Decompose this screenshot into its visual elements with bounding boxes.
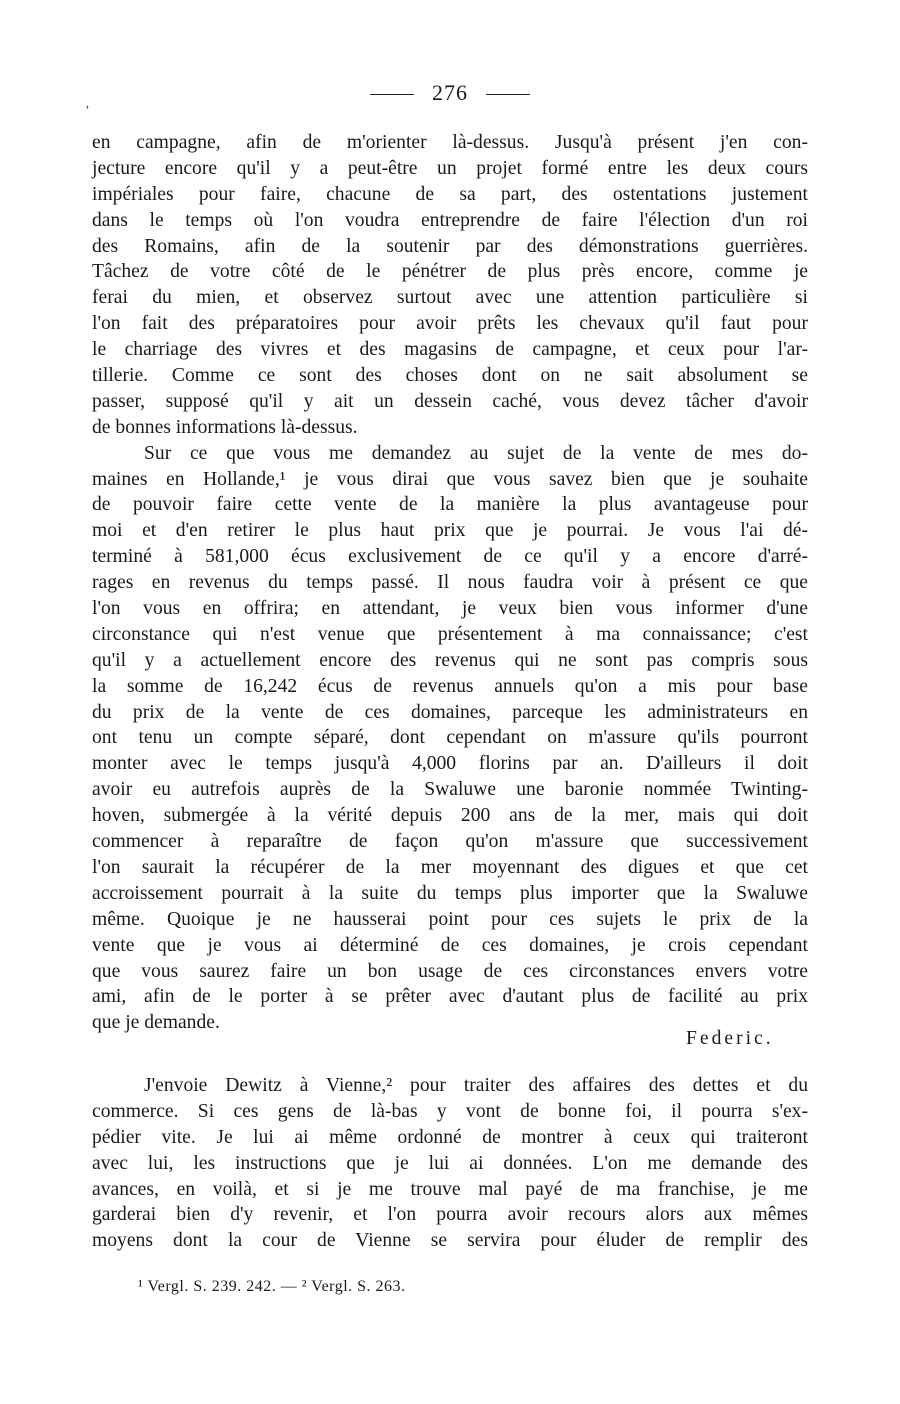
text-line: des Romains, afin de la soutenir par des démonstrations guerrières. — [92, 235, 808, 257]
text-line: le charriage des vivres et des magasins de campagne, et ceux pour l'ar- — [92, 339, 808, 361]
header-dash-left — [370, 94, 414, 95]
text-line: moi et d'en retirer le plus haut prix que je pourrai. Je vous l'ai dé- — [92, 520, 808, 542]
text-line: avances, en voilà, et si je me trouve mal payé de ma franchise, je me — [92, 1178, 808, 1200]
text-line: ami, afin de le porter à se prêter avec d'autant plus de facilité au prix — [92, 986, 808, 1008]
text-line: l'on saurait la récupérer de la mer moyennant des digues et que cet — [92, 856, 808, 878]
letter-body-continued — [92, 1073, 808, 1254]
text-line: maines en Hollande,¹ je vous dirai que vous savez bien que je souhaite — [92, 468, 808, 490]
text-line: passer, supposé qu'il y ait un dessein caché, vous devez tâcher d'avoir — [92, 390, 808, 412]
text-line: l'on vous en offrira; en attendant, je veux bien vous informer d'une — [92, 598, 808, 620]
text-line: pédier vite. Je lui ai même ordonné de montrer à ceux qui traiteront — [92, 1126, 808, 1148]
text-line: terminé à 581,000 écus exclusivement de ce qu'il y a encore d'arré- — [92, 546, 808, 568]
text-line: accroissement pourrait à la suite du temps plus importer que la Swaluwe — [92, 882, 808, 904]
page-number: 276 — [432, 80, 468, 105]
text-line: avoir eu autrefois auprès de la Swaluwe une baronie nommée Twinting- — [92, 779, 808, 801]
stray-mark: , — [86, 96, 89, 110]
text-line: hoven, submergée à la vérité depuis 200 ans de la mer, mais qui doit — [92, 805, 808, 827]
text-line: J'envoie Dewitz à Vienne,² pour traiter des affaires des dettes et du — [144, 1075, 808, 1096]
text-line: en campagne, afin de m'orienter là-dessus. Jusqu'à présent j'en con- — [92, 132, 808, 153]
page-header — [0, 80, 900, 106]
text-line: qu'il y a actuellement encore des revenus qui ne sont pas compris sous — [92, 649, 808, 671]
text-line: que je demande. — [92, 1012, 220, 1034]
text-line: garderai bien d'y revenir, et l'on pourra avoir recours alors aux mêmes — [92, 1204, 808, 1226]
text-line: rages en revenus du temps passé. Il nous faudra voir à présent ce que — [92, 572, 808, 594]
text-line: ont tenu un compte séparé, dont cependant on m'assure qu'ils pourront — [92, 727, 808, 749]
text-line: moyens dont la cour de Vienne se servira pour éluder de remplir des — [92, 1230, 808, 1252]
text-line: de pouvoir faire cette vente de la manière la plus avantageuse pour — [92, 494, 808, 516]
text-line: commerce. Si ces gens de là-bas y vont de bonne foi, il pourra s'ex- — [92, 1100, 808, 1122]
header-dash-right — [486, 94, 530, 95]
text-line: ferai du mien, et observez surtout avec une attention particulière si — [92, 287, 808, 309]
text-line: de bonnes informations là-dessus. — [92, 416, 358, 438]
text-line: monter avec le temps jusqu'à 4,000 florins par an. D'ailleurs il doit — [92, 753, 808, 775]
text-line: jecture encore qu'il y a peut-être un projet formé entre les deux cours — [92, 157, 808, 179]
text-line: du prix de la vente de ces domaines, parceque les administrateurs en — [92, 701, 808, 723]
footnotes: ¹ Vergl. S. 239. 242. — ² Vergl. S. 263. — [138, 1278, 406, 1295]
text-line: vente que je vous ai déterminé de ces domaines, je crois cependant — [92, 934, 808, 956]
text-line: Sur ce que vous me demandez au sujet de la vente de mes do- — [144, 442, 808, 464]
text-line: dans le temps où l'on voudra entreprendre de faire l'élection d'un roi — [92, 209, 808, 231]
text-line: avec lui, les instructions que je lui ai données. L'on me demande des — [92, 1152, 808, 1174]
text-line: l'on fait des préparatoires pour avoir prêts les chevaux qu'il faut pour — [92, 313, 808, 335]
signature: Federic. — [686, 1028, 774, 1049]
letter-body — [92, 130, 808, 1036]
text-line: tillerie. Comme ce sont des choses dont on ne sait absolument se — [92, 365, 808, 387]
text-line: que vous saurez faire un bon usage de ces circonstances envers votre — [92, 960, 808, 982]
text-line: commencer à reparaître de façon qu'on m'assure que successivement — [92, 831, 808, 853]
text-line: Tâchez de votre côté de le pénétrer de plus près encore, comme je — [92, 261, 808, 283]
text-line: même. Quoique je ne hausserai point pour ces sujets le prix de la — [92, 908, 808, 930]
text-line: circonstance qui n'est venue que présentement à ma connaissance; c'est — [92, 623, 808, 645]
text-line: impériales pour faire, chacune de sa part, des ostentations justement — [92, 183, 808, 205]
text-line: la somme de 16,242 écus de revenus annuels qu'on a mis pour base — [92, 675, 808, 697]
